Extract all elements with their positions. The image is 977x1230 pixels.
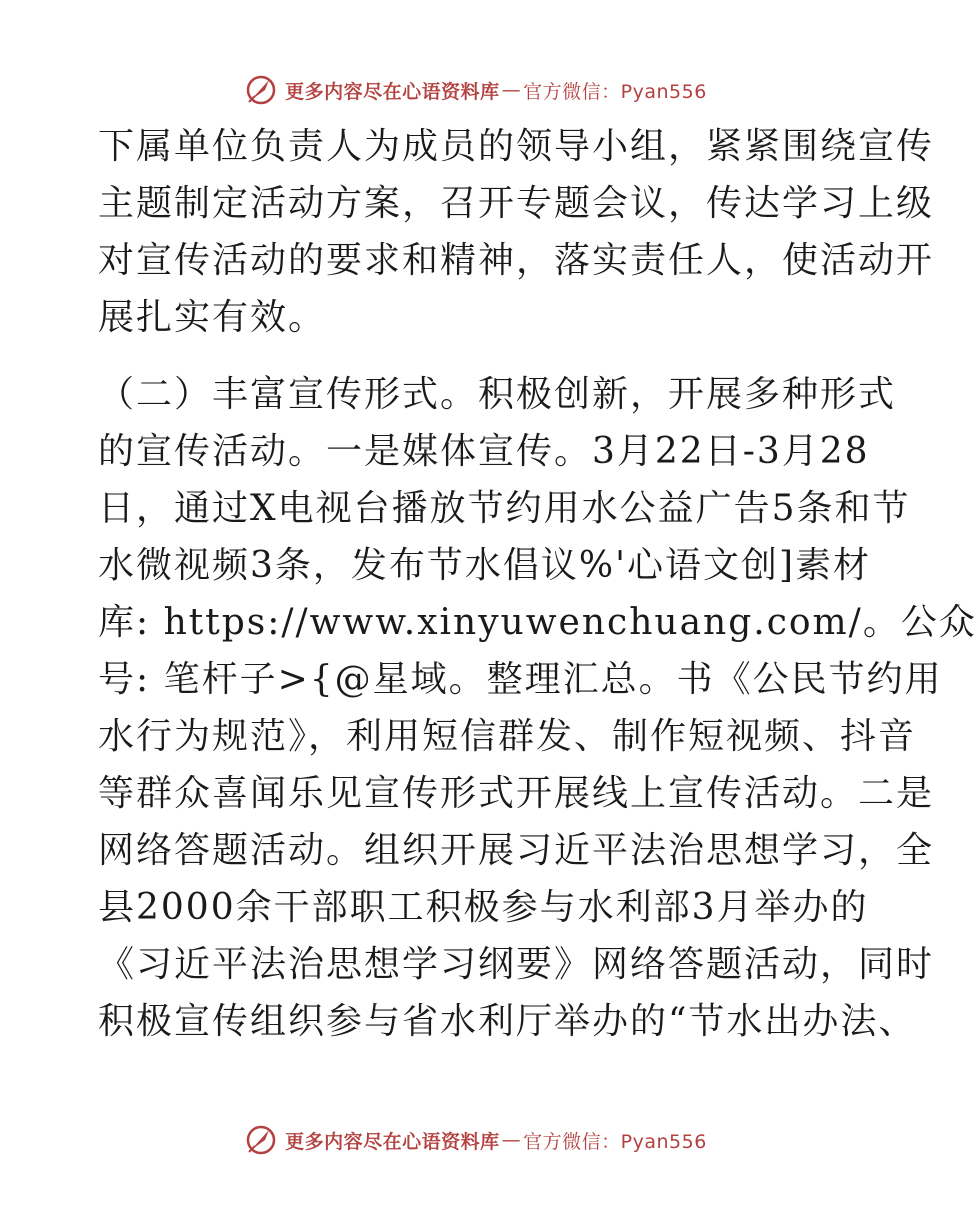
text-line: 网络答题活动。组织开展习近平法治思想学习，全 — [98, 830, 935, 871]
text-line: 日，通过X电视台播放节约用水公益广告5条和节 — [98, 488, 911, 529]
watermark-contact: 官方微信：Pyan556 — [523, 1130, 707, 1153]
feather-logo-icon — [243, 1122, 279, 1158]
text-line: 水微视频3条，发布节水倡议%'心语文创]素材 — [98, 545, 872, 586]
paragraph — [98, 118, 935, 346]
text-line: 展扎实有效。 — [98, 297, 327, 338]
feather-logo-icon — [243, 72, 279, 108]
paragraph-gap — [98, 346, 858, 366]
document-body — [98, 118, 977, 1050]
header-watermark — [0, 70, 950, 110]
text-line: 库: https://www.xinyuwenchuang.com/。公众 — [98, 602, 977, 643]
text-line: 等群众喜闻乐见宣传形式开展线上宣传活动。二是 — [98, 773, 935, 814]
text-line: 对宣传活动的要求和精神，落实责任人，使活动开 — [98, 240, 935, 281]
text-line: 号: 笔杆子>{@星域。整理汇总。书《公民节约用 — [98, 659, 943, 700]
text-line: 县2000余干部职工积极参与水利部3月举办的 — [98, 887, 869, 928]
text-line: （二）丰富宣传形式。积极创新，开展多种形式 — [98, 374, 897, 415]
footer-watermark — [0, 1120, 950, 1160]
text-line: 下属单位负责人为成员的领导小组，紧紧围绕宣传 — [98, 126, 935, 167]
paragraph — [98, 366, 977, 1050]
watermark-separator: — — [501, 79, 522, 101]
watermark-contact: 官方微信：Pyan556 — [523, 80, 707, 103]
text-line: 的宣传活动。一是媒体宣传。3月22日-3月28 — [98, 431, 870, 472]
text-line: 水行为规范》，利用短信群发、制作短视频、抖音 — [98, 716, 917, 757]
text-line: 主题制定活动方案，召开专题会议，传达学习上级 — [98, 183, 935, 224]
watermark-text: 更多内容尽在心语资料库 — [285, 80, 500, 103]
text-line: 积极宣传组织参与省水利厅举办的“节水出办法、 — [98, 1001, 917, 1042]
text-line: 《习近平法治思想学习纲要》网络答题活动，同时 — [98, 944, 935, 985]
watermark-text: 更多内容尽在心语资料库 — [285, 1130, 500, 1153]
watermark-separator: — — [501, 1129, 522, 1151]
